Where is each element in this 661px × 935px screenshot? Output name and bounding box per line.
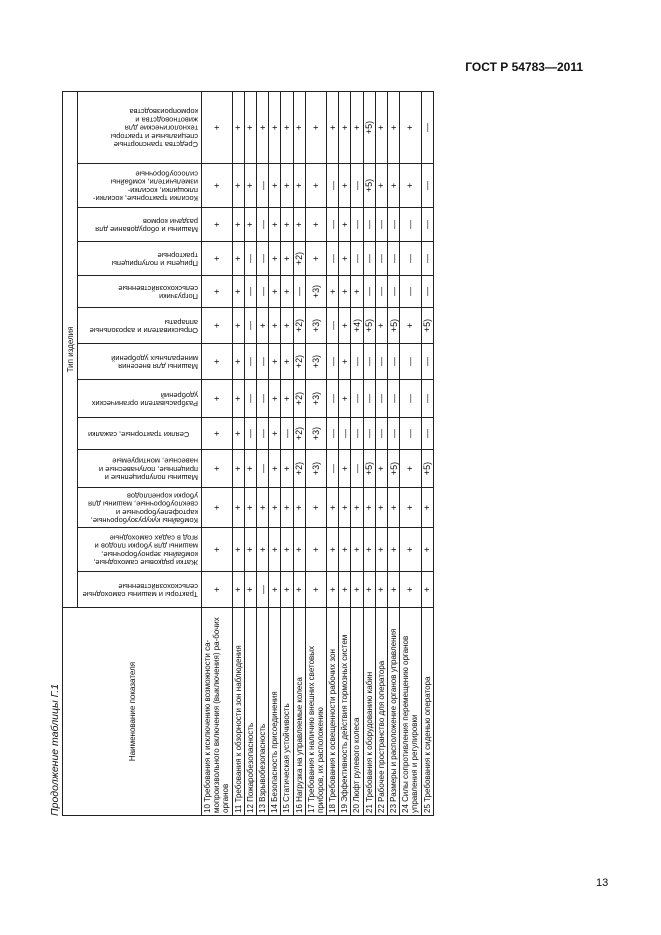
table-cell: — — [244, 308, 256, 344]
table-row — [281, 91, 293, 815]
table-cell: + — [305, 528, 326, 572]
table-cell: — — [281, 418, 293, 450]
indicator-table — [62, 91, 434, 816]
table-row — [363, 91, 375, 815]
table-cell: + — [421, 488, 433, 528]
column-header-label: Тракторы и машины самоходные сельскохозяйственные — [82, 581, 198, 599]
table-cell: +5) — [363, 450, 375, 488]
table-cell: + — [421, 528, 433, 572]
table-cell: + — [327, 528, 339, 572]
table-cell: +3) — [305, 450, 326, 488]
row-label: 19 Эффективность действия тормозных систем — [339, 608, 351, 816]
table-cell: + — [339, 488, 351, 528]
table-cell: — — [375, 208, 387, 242]
table-cell: +5) — [388, 450, 400, 488]
table-cell: +2) — [293, 242, 305, 276]
table-cell: + — [375, 308, 387, 344]
table-row — [269, 91, 281, 815]
table-cell: + — [388, 164, 400, 208]
table-cell: — — [327, 242, 339, 276]
table-cell: + — [202, 344, 233, 380]
table-row — [421, 91, 433, 815]
table-cell: + — [293, 572, 305, 608]
table-cell: +5) — [421, 308, 433, 344]
table-cell: + — [232, 344, 244, 380]
table-cell: — — [327, 380, 339, 418]
row-label: 22 Рабочее пространство для оператора — [375, 608, 387, 816]
column-header — [78, 91, 202, 163]
table-cell: +5) — [363, 164, 375, 208]
table-cell: + — [388, 528, 400, 572]
table-cell: + — [269, 380, 281, 418]
table-cell: — — [327, 450, 339, 488]
table-cell: — — [351, 450, 363, 488]
table-cell: — — [244, 418, 256, 450]
table-row — [388, 91, 400, 815]
rotated-content — [48, 92, 576, 816]
column-header — [78, 450, 202, 488]
table-cell: + — [281, 528, 293, 572]
row-label: 16 Нагрузка на управляемые колеса — [293, 608, 305, 816]
table-cell: + — [293, 488, 305, 528]
table-cell: + — [232, 308, 244, 344]
table-row — [375, 91, 387, 815]
table-cell: + — [421, 572, 433, 608]
table-cell: + — [202, 418, 233, 450]
table-cell: + — [327, 276, 339, 308]
table-cell: — — [421, 418, 433, 450]
table-cell: + — [363, 488, 375, 528]
table-cell: — — [375, 380, 387, 418]
table-cell: — — [256, 242, 268, 276]
table-cell: — — [244, 344, 256, 380]
table-cell: + — [202, 308, 233, 344]
table-cell: — — [388, 242, 400, 276]
table-cell: + — [269, 242, 281, 276]
table-cell: + — [202, 276, 233, 308]
row-label: 12 Пожаробезопасность — [244, 608, 256, 816]
table-cell: +5) — [388, 308, 400, 344]
column-header-label: Прицепы и полуприцепы тракторные — [111, 250, 198, 268]
table-cell: + — [293, 528, 305, 572]
table-cell: + — [202, 242, 233, 276]
row-label: 20 Люфт рулевого колеса — [351, 608, 363, 816]
table-cell: + — [232, 488, 244, 528]
table-cell: — — [244, 380, 256, 418]
table-cell: + — [256, 488, 268, 528]
table-cell: — — [421, 91, 433, 163]
table-cell: — — [327, 418, 339, 450]
row-label: 15 Статическая устойчивость — [281, 608, 293, 816]
table-cell: — — [400, 242, 421, 276]
column-header — [78, 488, 202, 528]
row-label: 25 Требования к сиденью оператора — [421, 608, 433, 816]
table-cell: — — [256, 344, 268, 380]
table-cell: + — [375, 572, 387, 608]
table-cell: — — [375, 344, 387, 380]
column-header — [78, 276, 202, 308]
table-cell: +2) — [293, 380, 305, 418]
table-cell: + — [400, 572, 421, 608]
page-number: 13 — [596, 877, 609, 889]
table-cell: +2) — [293, 450, 305, 488]
table-cell: + — [351, 572, 363, 608]
table-cell: +2) — [293, 308, 305, 344]
table-cell: + — [232, 208, 244, 242]
table-row — [293, 91, 305, 815]
table-cell: + — [244, 528, 256, 572]
table-cell: + — [400, 488, 421, 528]
table-cell: + — [305, 488, 326, 528]
table-cell: — — [256, 164, 268, 208]
table-cell: — — [256, 572, 268, 608]
table-cell: + — [363, 572, 375, 608]
table-cell: + — [244, 208, 256, 242]
table-cell: + — [269, 208, 281, 242]
table-cell: + — [202, 91, 233, 163]
table-cell: + — [375, 488, 387, 528]
table-cell: + — [400, 450, 421, 488]
table-cell: + — [281, 380, 293, 418]
table-cell: — — [363, 418, 375, 450]
table-row — [305, 91, 326, 815]
table-cell: — — [363, 344, 375, 380]
table-cell: — — [293, 276, 305, 308]
rotated-table-area — [48, 92, 576, 816]
table-cell: — — [351, 418, 363, 450]
table-row — [400, 91, 421, 815]
row-label: 10 Требования к исключению возможности са-мопроизвольного включения (выключения) ра-бочих органов — [202, 608, 233, 816]
column-header-label: Разбрасыватели органических удобрений — [91, 390, 198, 408]
table-cell: + — [339, 344, 351, 380]
table-cell: — — [351, 208, 363, 242]
table-cell: +3) — [305, 276, 326, 308]
row-label: 17 Требования к наличию внешних световых приборов, их расположению — [305, 608, 326, 816]
row-label: 14 Безопасность присоединения — [269, 608, 281, 816]
table-cell: + — [281, 276, 293, 308]
table-cell: + — [232, 572, 244, 608]
table-cell: + — [388, 91, 400, 163]
table-cell: + — [269, 344, 281, 380]
table-cell: + — [269, 308, 281, 344]
table-cell: + — [244, 164, 256, 208]
table-cell: — — [327, 308, 339, 344]
table-cell: + — [339, 242, 351, 276]
table-cell: + — [232, 450, 244, 488]
table-cell: + — [293, 91, 305, 163]
table-cell: + — [232, 380, 244, 418]
column-header-label: Машины и оборудование для раздачи кормов — [94, 216, 198, 234]
column-header-label: Комбайны кукурузоуборочные, картофелеуборочные и свеклоуборочные, машины для уборки корнеплодов — [87, 491, 198, 525]
table-cell: + — [293, 208, 305, 242]
table-cell: + — [305, 572, 326, 608]
table-cell: — — [400, 344, 421, 380]
table-cell: — — [363, 276, 375, 308]
table-cell: + — [293, 164, 305, 208]
table-cell: + — [400, 528, 421, 572]
table-caption: Продолжение таблицы Г.1 — [49, 683, 61, 816]
table-cell: — — [421, 276, 433, 308]
table-cell: + — [244, 91, 256, 163]
table-cell: +5) — [363, 308, 375, 344]
table-cell: — — [244, 276, 256, 308]
table-cell: + — [244, 572, 256, 608]
table-cell: + — [375, 164, 387, 208]
column-header — [78, 344, 202, 380]
table-row — [351, 91, 363, 815]
table-cell: + — [281, 91, 293, 163]
table-cell: — — [388, 380, 400, 418]
column-header-label: Косилки тракторные, косилки-плющилки, косилки-измельчители, комбайны силосоуборочные — [92, 169, 198, 203]
table-cell: + — [339, 208, 351, 242]
table-cell: — — [375, 276, 387, 308]
table-cell: — — [351, 164, 363, 208]
table-cell: — — [244, 242, 256, 276]
table-cell: — — [363, 380, 375, 418]
table-cell: + — [388, 488, 400, 528]
table-cell: + — [305, 242, 326, 276]
table-cell: + — [351, 91, 363, 163]
table-cell: + — [400, 91, 421, 163]
table-cell: + — [269, 488, 281, 528]
table-row — [327, 91, 339, 815]
table-cell: + — [202, 208, 233, 242]
row-label: 21 Требования к оборудованию кабин — [363, 608, 375, 816]
table-cell: — — [421, 208, 433, 242]
table-cell: + — [202, 528, 233, 572]
row-label: 11 Требования к обзорности зон наблюдения — [232, 608, 244, 816]
table-cell: + — [269, 91, 281, 163]
table-row — [244, 91, 256, 815]
row-label: 18 Требования к освещенности рабочих зон — [327, 608, 339, 816]
table-cell: + — [339, 380, 351, 418]
table-cell: — — [388, 418, 400, 450]
table-cell: + — [202, 488, 233, 528]
table-row — [202, 91, 233, 815]
table-cell: — — [256, 418, 268, 450]
column-header — [78, 418, 202, 450]
table-cell: + — [256, 91, 268, 163]
column-header — [78, 308, 202, 344]
table-cell: — — [339, 418, 351, 450]
table-cell: + — [339, 450, 351, 488]
table-cell: + — [305, 91, 326, 163]
table-cell: +3) — [305, 380, 326, 418]
table-cell: — — [400, 208, 421, 242]
table-cell: + — [232, 164, 244, 208]
table-cell: + — [363, 528, 375, 572]
table-cell: — — [375, 242, 387, 276]
table-row — [232, 91, 244, 815]
table-cell: — — [421, 242, 433, 276]
table-cell: — — [256, 276, 268, 308]
table-cell: + — [375, 91, 387, 163]
table-cell: +2) — [293, 418, 305, 450]
column-header — [78, 208, 202, 242]
table-cell: — — [256, 380, 268, 418]
table-cell: + — [232, 91, 244, 163]
table-cell: — — [388, 208, 400, 242]
table-cell: — — [388, 276, 400, 308]
row-label: 23 Размеры и расположение органов управления — [388, 608, 400, 816]
table-cell: +3) — [305, 308, 326, 344]
table-cell: + — [327, 91, 339, 163]
table-cell: + — [305, 164, 326, 208]
table-cell: + — [256, 308, 268, 344]
table-cell: + — [400, 164, 421, 208]
table-cell: +5) — [363, 91, 375, 163]
table-cell: — — [375, 418, 387, 450]
column-header-label: Средства транспортные специальные и тракторы технологические для животноводства и кормопроизводства — [110, 107, 198, 150]
standard-number: ГОСТ Р 54783—2011 — [465, 60, 583, 74]
table-cell: + — [202, 450, 233, 488]
table-cell: + — [269, 528, 281, 572]
column-header — [78, 242, 202, 276]
column-header-label: Опрыскиватели и аэрозольные аппараты — [89, 317, 198, 335]
table-cell: + — [281, 572, 293, 608]
table-cell: + — [351, 488, 363, 528]
table-cell: — — [363, 242, 375, 276]
table-cell: + — [339, 276, 351, 308]
table-cell: — — [327, 208, 339, 242]
table-cell: — — [351, 242, 363, 276]
table-cell: + — [339, 572, 351, 608]
table-cell: + — [202, 164, 233, 208]
table-cell: — — [351, 380, 363, 418]
table-cell: + — [327, 488, 339, 528]
table-row — [339, 91, 351, 815]
table-cell: + — [269, 276, 281, 308]
table-cell: +3) — [305, 418, 326, 450]
table-cell: + — [351, 528, 363, 572]
table-cell: + — [281, 344, 293, 380]
table-cell: + — [339, 91, 351, 163]
table-cell: + — [281, 242, 293, 276]
table-cell: + — [244, 488, 256, 528]
table-cell: + — [232, 242, 244, 276]
table-cell: — — [388, 344, 400, 380]
type-header: Тип изделия — [63, 91, 78, 607]
table-cell: + — [269, 572, 281, 608]
column-header — [78, 528, 202, 572]
table-cell: + — [269, 418, 281, 450]
table-cell: — — [256, 208, 268, 242]
table-body — [202, 91, 434, 815]
table-cell: + — [232, 528, 244, 572]
table-cell: — — [421, 380, 433, 418]
column-header — [78, 164, 202, 208]
column-header-label: Машины для внесения минеральных удобрений — [110, 353, 198, 371]
table-cell: — — [400, 418, 421, 450]
table-cell: + — [281, 164, 293, 208]
table-cell: + — [305, 208, 326, 242]
table-cell: + — [281, 208, 293, 242]
table-cell: + — [202, 572, 233, 608]
column-header-label: Машины полуприцепные и прицепные, полунавесные и навесные, монтируемые — [98, 456, 198, 482]
table-cell: + — [244, 450, 256, 488]
table-cell: +3) — [305, 344, 326, 380]
table-cell: — — [421, 164, 433, 208]
table-cell: + — [281, 308, 293, 344]
table-cell: +5) — [421, 450, 433, 488]
table-cell: + — [269, 450, 281, 488]
table-cell: + — [281, 450, 293, 488]
table-cell: + — [388, 572, 400, 608]
table-cell: + — [281, 488, 293, 528]
table-cell: — — [363, 208, 375, 242]
table-cell: + — [232, 276, 244, 308]
table-cell: + — [339, 308, 351, 344]
column-header-label: Сеялки тракторные, сажалки — [87, 429, 190, 439]
table-cell: + — [327, 572, 339, 608]
table-cell: +2) — [293, 344, 305, 380]
table-cell: + — [375, 528, 387, 572]
table-cell: — — [256, 450, 268, 488]
table-cell: — — [351, 344, 363, 380]
table-cell: + — [375, 450, 387, 488]
column-header-label: Жатки рядковые самоходные, комбайны зерноуборочные, машины для уборки плодов и ягод в садах самоходные — [92, 533, 198, 567]
table-cell: + — [400, 308, 421, 344]
table-row — [256, 91, 268, 815]
table-cell: — — [400, 276, 421, 308]
name-header: Наименование показателя — [63, 608, 202, 816]
table-cell: + — [202, 380, 233, 418]
table-cell: — — [421, 344, 433, 380]
table-cell: + — [269, 164, 281, 208]
row-label: 13 Взрывобезопасность — [256, 608, 268, 816]
table-cell: + — [339, 164, 351, 208]
type-header-row — [63, 91, 78, 815]
table-cell: + — [351, 276, 363, 308]
column-header — [78, 380, 202, 418]
table-cell: + — [256, 528, 268, 572]
table-cell: — — [400, 380, 421, 418]
column-header-label: Погрузчики сельскохозяйственные — [117, 283, 198, 301]
table-cell: + — [232, 418, 244, 450]
table-cell: — — [327, 164, 339, 208]
table-cell: +4) — [351, 308, 363, 344]
row-label: 24 Силы сопротивления перемещению органов управления и регулировки — [400, 608, 421, 816]
column-header — [78, 572, 202, 608]
table-cell: + — [339, 528, 351, 572]
table-cell: — — [327, 344, 339, 380]
